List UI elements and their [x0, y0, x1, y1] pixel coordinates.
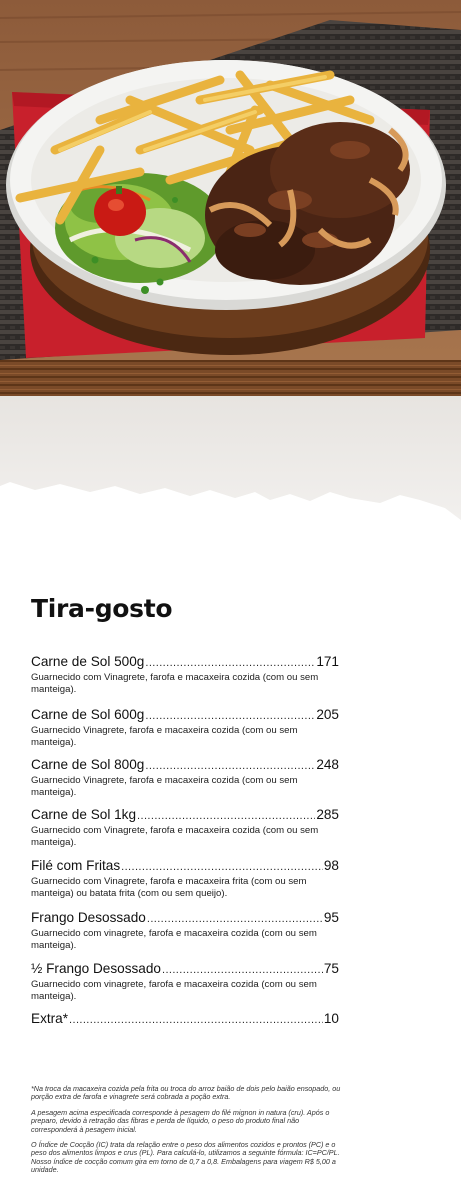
item-description: Guarnecido com vinagrete, farofa e macaxeira cozida (com ou sem manteiga). — [31, 979, 317, 1002]
menu-item — [31, 910, 339, 961]
item-price: 98 — [323, 858, 339, 873]
item-description: Guarnecido com vinagrete, farofa e macaxeira cozida (com ou sem manteiga). — [31, 928, 317, 951]
item-price: 10 — [323, 1011, 339, 1026]
leader-dots — [69, 1012, 323, 1028]
item-name: Frango Desossado — [31, 910, 146, 925]
menu-item — [31, 707, 339, 757]
menu-list — [31, 654, 339, 1031]
menu-item — [31, 654, 339, 707]
menu-item — [31, 858, 339, 910]
section-title: Tira-gosto — [31, 594, 173, 623]
item-price: 75 — [323, 961, 339, 976]
menu-item — [31, 757, 339, 807]
item-name: Carne de Sol 800g — [31, 757, 145, 772]
menu-item — [31, 807, 339, 858]
item-description: Guarnecido com Vinagrete, farofa e macaxeira frita (com ou sem manteiga) ou batata frita (com ou sem queijo). — [31, 876, 307, 899]
item-price: 171 — [316, 654, 339, 669]
leader-dots — [145, 758, 315, 774]
leader-dots — [145, 655, 315, 671]
menu-item — [31, 1011, 339, 1031]
footnote: O Índice de Cocção (IC) trata da relação entre o peso dos alimentos cozidos e prontos (PC) e o peso dos alimentos limpos e crus (PL). Para calculá-lo, utilizamos a seguinte fórmula: IC=PC/PL. Nosso índice de cocção comum gira em torno de 0,7 a 0,8. Embalagens para viagem R$ 5,00 a unidade. — [31, 1140, 340, 1175]
hero-photo — [0, 0, 461, 540]
leader-dots — [147, 911, 323, 927]
item-name: ½ Frango Desossado — [31, 961, 161, 976]
leader-dots — [137, 808, 315, 824]
footnote: *Na troca da macaxeira cozida pela frita ou troca do arroz baião de dois pelo baião ensopado, ou porção extra de farofa e vinagrete será cobrada a poção extra. — [31, 1084, 341, 1102]
footnote: A pesagem acima especificada corresponde à pesagem do filé mignon in natura (cru). Após o preparo, devido à retração das fibras e perda de líquido, o peso do produto final não corresponderá à pesagem inicial. — [31, 1107, 330, 1134]
item-description: Guarnecido com Vinagrete, farofa e macaxeira cozida (com ou sem manteiga). — [31, 825, 319, 848]
item-description: Guarnecido Vinagrete, farofa e macaxeira cozida (com ou sem manteiga). — [31, 775, 298, 798]
item-name: Carne de Sol 500g — [31, 654, 145, 669]
item-description: Guarnecido Vinagrete, farofa e macaxeira cozida (com ou sem manteiga). — [31, 725, 298, 748]
item-name: Extra* — [31, 1011, 69, 1026]
leader-dots — [145, 708, 315, 724]
footnotes — [31, 1085, 345, 1182]
item-name: Carne de Sol 1kg — [31, 807, 137, 822]
item-price: 205 — [316, 707, 339, 722]
item-name: Carne de Sol 600g — [31, 707, 145, 722]
menu-item — [31, 961, 339, 1011]
item-price: 285 — [316, 807, 339, 822]
item-description: Guarnecido com Vinagrete, farofa e macaxeira cozida (com ou sem manteiga). — [31, 672, 319, 695]
item-price: 248 — [316, 757, 339, 772]
item-name: Filé com Fritas — [31, 858, 121, 873]
leader-dots — [121, 859, 323, 875]
item-price: 95 — [323, 910, 339, 925]
leader-dots — [162, 962, 323, 978]
